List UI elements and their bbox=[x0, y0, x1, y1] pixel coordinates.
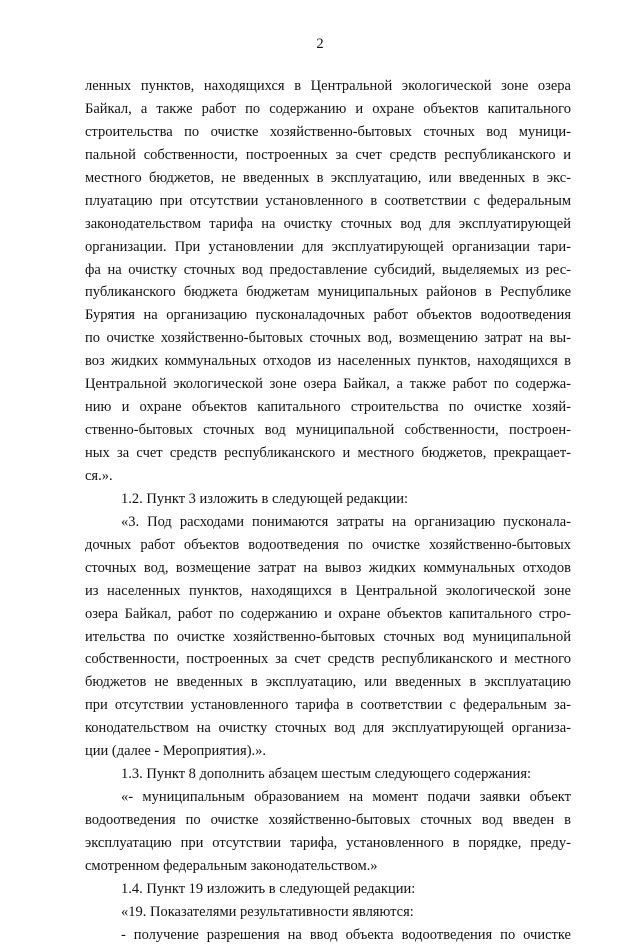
text-line: ительства по очистке хозяйственно-бытовых сточных вод муниципальной bbox=[85, 628, 571, 645]
text-line: водоотведения по очистке хозяйственно-бытовых сточных вод введен в bbox=[85, 812, 571, 828]
text-line: 1.3. Пункт 8 дополнить абзацем шестым следующего содержания: bbox=[121, 766, 532, 783]
text-line: 1.4. Пункт 19 изложить в следующей редакции: bbox=[121, 880, 416, 897]
text-line: дочных работ объектов водоотведения по очистке хозяйственно-бытовых bbox=[85, 536, 571, 553]
text-line: озера Байкал, работ по содержанию и охране объектов капитального стро- bbox=[85, 605, 571, 622]
text-line: законодательством тарифа на очистку сточных вод для эксплуатирующей bbox=[85, 215, 571, 232]
text-line: эксплуатацию при отсутствии тарифа, установленного в порядке, преду- bbox=[85, 834, 571, 851]
text-line: нию и охране объектов капитального строительства по очистке хозяй- bbox=[85, 399, 571, 416]
text-line: Центральной экологической зоне озера Байкал, а также работ по содержа- bbox=[85, 376, 571, 393]
text-line: «3. Под расходами понимаются затраты на организацию пусконала- bbox=[121, 513, 571, 530]
text-line: при отсутствии установленного тарифа в соответствии с федеральным за- bbox=[85, 697, 571, 714]
text-line: публиканского бюджета бюджетам муниципальных районов в Республике bbox=[85, 284, 571, 301]
document-body bbox=[85, 75, 571, 947]
text-line: Бурятия на организацию пусконаладочных работ объектов водоотведения bbox=[85, 307, 571, 324]
text-line: конодательством на очистку сточных вод для эксплуатирующей организа- bbox=[85, 720, 571, 737]
text-line: пальной собственности, построенных за счет средств республиканского и bbox=[85, 146, 571, 163]
text-line: ственно-бытовых сточных вод муниципальной собственности, построен- bbox=[85, 422, 571, 439]
text-line: ленных пунктов, находящихся в Центральной экологической зоне озера bbox=[85, 78, 571, 94]
text-line: ных за счет средств республиканского и местного бюджетов, прекращает- bbox=[85, 445, 571, 461]
text-line: - получение разрешения на ввод объекта водоотведения по очистке bbox=[121, 926, 571, 943]
text-line: бюджетов не введенных в эксплуатацию, или введенных в эксплуатацию bbox=[85, 674, 571, 691]
text-line: «- муниципальным образованием на момент подачи заявки объект bbox=[121, 789, 571, 806]
text-line: строительства по очистке хозяйственно-бытовых сточных вод муници- bbox=[85, 123, 571, 140]
text-line: по очистке хозяйственно-бытовых сточных вод, возмещению затрат на вы- bbox=[85, 330, 571, 347]
text-line: плуатацию при отсутствии установленного в соответствии с федеральным bbox=[85, 192, 571, 209]
text-line: ся.». bbox=[85, 467, 113, 484]
text-line: ции (далее - Мероприятия).». bbox=[85, 743, 267, 760]
text-line: собственности, построенных за счет средств республиканского и местного bbox=[85, 651, 571, 668]
text-line: 1.2. Пункт 3 изложить в следующей редакции: bbox=[121, 490, 409, 507]
text-line: из населенных пунктов, находящихся в Центральной экологической зоне bbox=[85, 582, 571, 599]
text-line: смотренном федеральным законодательством.» bbox=[85, 857, 378, 874]
text-line: местного бюджетов, не введенных в эксплуатацию, или введенных в экс- bbox=[85, 169, 571, 186]
text-line: организации. При установлении для эксплуатирующей организации тари- bbox=[85, 238, 571, 255]
text-line: Байкал, а также работ по содержанию и охране объектов капитального bbox=[85, 100, 571, 117]
text-line: воз жидких коммунальных отходов из населенных пунктов, находящихся в bbox=[85, 353, 571, 370]
page-number: 2 bbox=[316, 36, 324, 52]
text-line: «19. Показателями результативности являются: bbox=[121, 903, 414, 920]
text-line: сточных вод, возмещение затрат на вывоз жидких коммунальных отходов bbox=[85, 559, 571, 576]
text-line: фа на очистку сточных вод предоставление субсидий, выделяемых из рес- bbox=[85, 261, 571, 278]
